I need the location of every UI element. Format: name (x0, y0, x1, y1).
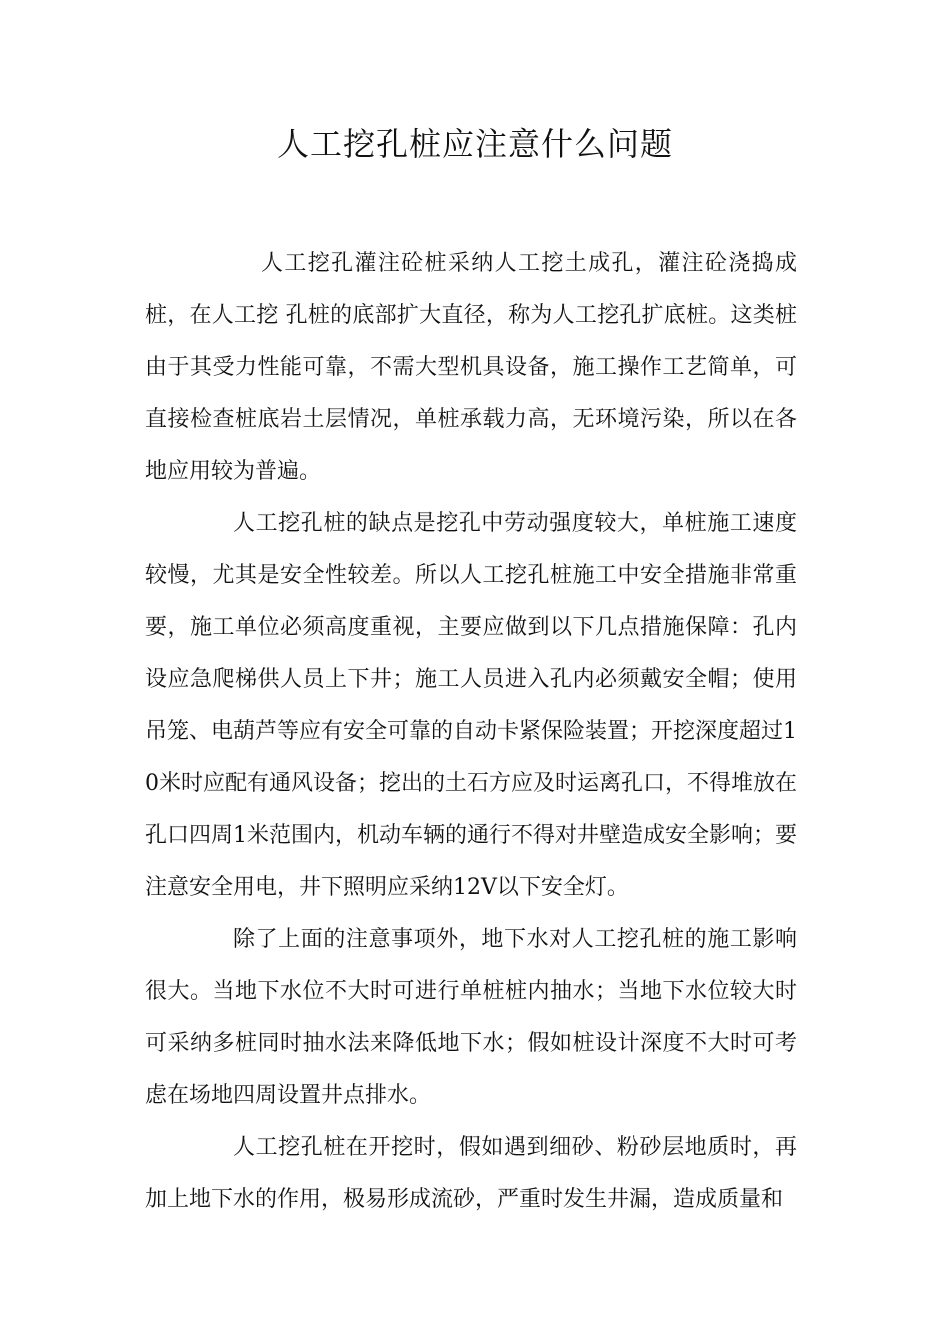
paragraph: 除了上面的注意事项外，地下水对人工挖孔桩的施工影响很大。当地下水位不大时可进行单桩桩内抽水；当地下水位较大时可采纳多桩同时抽水法来降低地下水；假如桩设计深度不大时可考虑在场地四周设置井点排水。 (145, 927, 797, 1108)
paragraph: 人工挖孔桩的缺点是挖孔中劳动强度较大，单桩施工速度较慢，尤其是安全性较差。所以人工挖孔桩施工中安全措施非常重要，施工单位必须高度重视，主要应做到以下几点措施保障：孔内设应急爬梯供人员上下井；施工人员进入孔内必须戴安全帽；使用吊笼、电葫芦等应有安全可靠的自动卡紧保险装置；开挖深度超过10米时应配有通风设备；挖出的土石方应及时运离孔口，不得堆放在孔口四周1米范围内，机动车辆的通行不得对井壁造成安全影响；要注意安全用电，井下照明应采纳12V以下安全灯。 (145, 511, 797, 900)
paragraph: 人工挖孔灌注砼桩采纳人工挖土成孔，灌注砼浇捣成桩，在人工挖 孔桩的底部扩大直径，称为人工挖孔扩底桩。这类桩由于其受力性能可靠，不需大型机具设备，施工操作工艺简单，可直接检查桩底岩土层情况，单桩承载力高，无环境污染，所以在各地应用较为普遍。 (145, 251, 797, 484)
paragraph: 人工挖孔桩在开挖时，假如遇到细砂、粉砂层地质时，再加上地下水的作用，极易形成流砂，严重时发生井漏，造成质量和 (145, 1135, 797, 1212)
document-body (145, 238, 797, 1226)
document-title: 人工挖孔桩应注意什么问题 (276, 125, 673, 163)
